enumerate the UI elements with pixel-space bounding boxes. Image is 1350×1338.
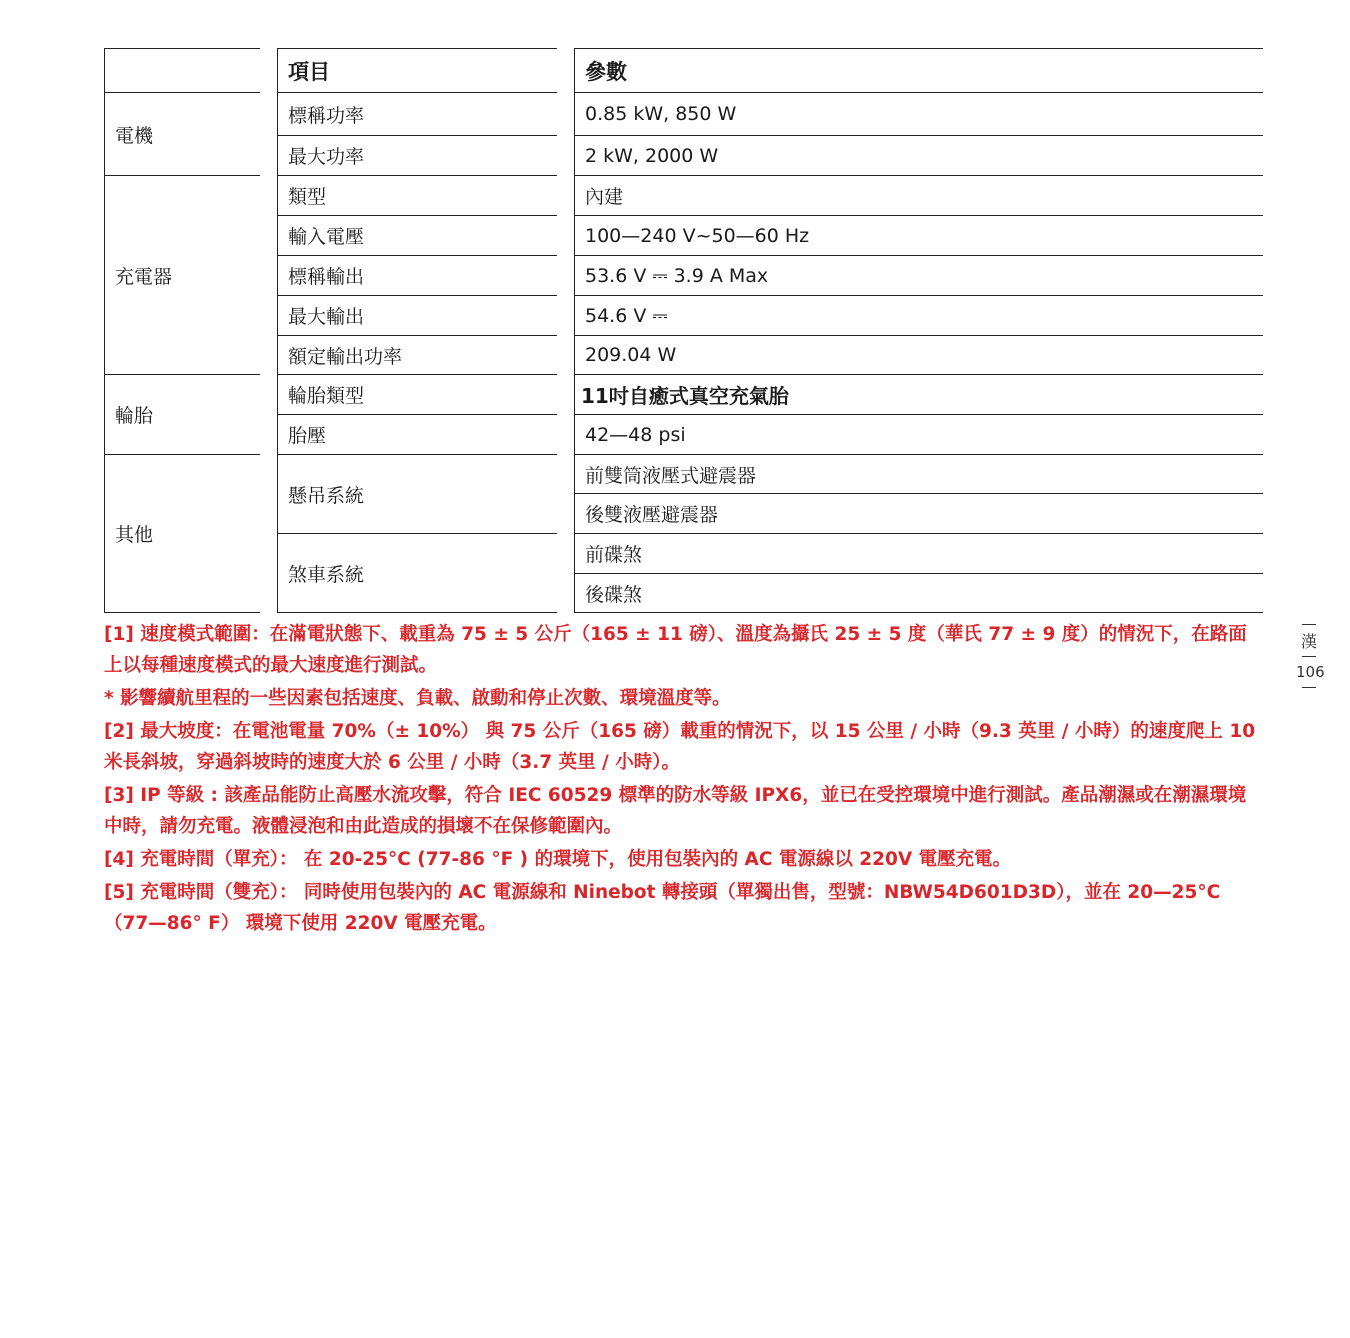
page-marker <box>1296 624 1325 688</box>
item-tire-type: 輪胎類型 <box>278 374 557 414</box>
value-nominal-power: 0.85 kW, 850 W <box>575 92 1263 135</box>
item-nominal-output: 標稱輸出 <box>278 255 557 295</box>
category-other: 其他 <box>105 454 260 613</box>
value-tire-pressure: 42—48 psi <box>575 414 1263 454</box>
item-max-power: 最大功率 <box>278 135 557 175</box>
page-marker-line-mid <box>1302 656 1316 657</box>
page-language: 漢 <box>1300 632 1317 651</box>
category-motor: 電機 <box>105 92 260 175</box>
value-tire-type: 11吋自癒式真空充氣胎 <box>575 374 1263 414</box>
footnote-dual-charge: [5] 充電時間（雙充）： 同時使用包裝內的 AC 電源線和 Ninebot 轉接頭（單獨出售，型號：NBW54D601D3D），並在 20—25°C（77—86° F） 環境下使用 220V 電壓充電。 <box>104 882 1221 934</box>
item-header: 項目 <box>278 48 557 92</box>
value-max-output: 54.6 V ⎓ <box>575 295 1263 335</box>
value-front-suspension: 前雙筒液壓式避震器 <box>575 454 1263 493</box>
category-tire: 輪胎 <box>105 374 260 454</box>
value-type: 內建 <box>575 175 1263 215</box>
category-column <box>104 48 260 613</box>
item-max-output: 最大輸出 <box>278 295 557 335</box>
item-nominal-power: 標稱功率 <box>278 92 557 135</box>
item-type: 類型 <box>278 175 557 215</box>
footnote-range-factors: * 影響續航里程的一些因素包括速度、負載、啟動和停止次數、環境溫度等。 <box>104 688 731 709</box>
page-number: 106 <box>1296 663 1325 681</box>
value-max-power: 2 kW, 2000 W <box>575 135 1263 175</box>
footnote-max-slope: [2] 最大坡度：在電池電量 70%（± 10%） 與 75 公斤（165 磅）載重的情況下，以 15 公里 / 小時（9.3 英里 / 小時）的速度爬上 10 米長斜坡，穿過斜坡時的速度大於 6 公里 / 小時（3.7 英里 / 小時）。 <box>104 721 1256 773</box>
footnote-single-charge: [4] 充電時間（單充）： 在 20-25°C (77-86 °F ) 的環境下，使用包裝內的 AC 電源線以 220V 電壓充電。 <box>104 849 1012 870</box>
category-header <box>105 48 260 92</box>
value-rated-output-power: 209.04 W <box>575 335 1263 374</box>
footnote-ip-rating: [3] IP 等級 : 該產品能防止高壓水流攻擊，符合 IEC 60529 標準的防水等級 IPX6，並已在受控環境中進行測試。產品潮濕或在潮濕環境中時，請勿充電。液體浸泡和由此造成的損壞不在保修範圍內。 <box>104 785 1247 837</box>
value-rear-brake: 後碟煞 <box>575 573 1263 613</box>
item-column <box>277 48 557 613</box>
category-charger: 充電器 <box>105 175 260 374</box>
item-suspension: 懸吊系統 <box>278 454 557 533</box>
value-nominal-output: 53.6 V ⎓ 3.9 A Max <box>575 255 1263 295</box>
footnote-speed-mode: [1] 速度模式範圍：在滿電狀態下、載重為 75 ± 5 公斤（165 ± 11 磅）、溫度為攝氏 25 ± 5 度（華氏 77 ± 9 度）的情況下，在路面上以每種速度模式的最大速度進行測試。 <box>104 624 1247 676</box>
value-rear-suspension: 後雙液壓避震器 <box>575 493 1263 533</box>
footnotes <box>104 619 1262 941</box>
item-tire-pressure: 胎壓 <box>278 414 557 454</box>
page-marker-line-top <box>1302 624 1316 625</box>
value-input-voltage: 100—240 V~50—60 Hz <box>575 215 1263 255</box>
value-header: 參數 <box>575 48 1263 92</box>
item-rated-output-power: 額定輸出功率 <box>278 335 557 374</box>
item-brake: 煞車系統 <box>278 533 557 613</box>
item-input-voltage: 輸入電壓 <box>278 215 557 255</box>
page-marker-line-bottom <box>1302 687 1316 688</box>
value-front-brake: 前碟煞 <box>575 533 1263 573</box>
value-column <box>574 48 1263 613</box>
